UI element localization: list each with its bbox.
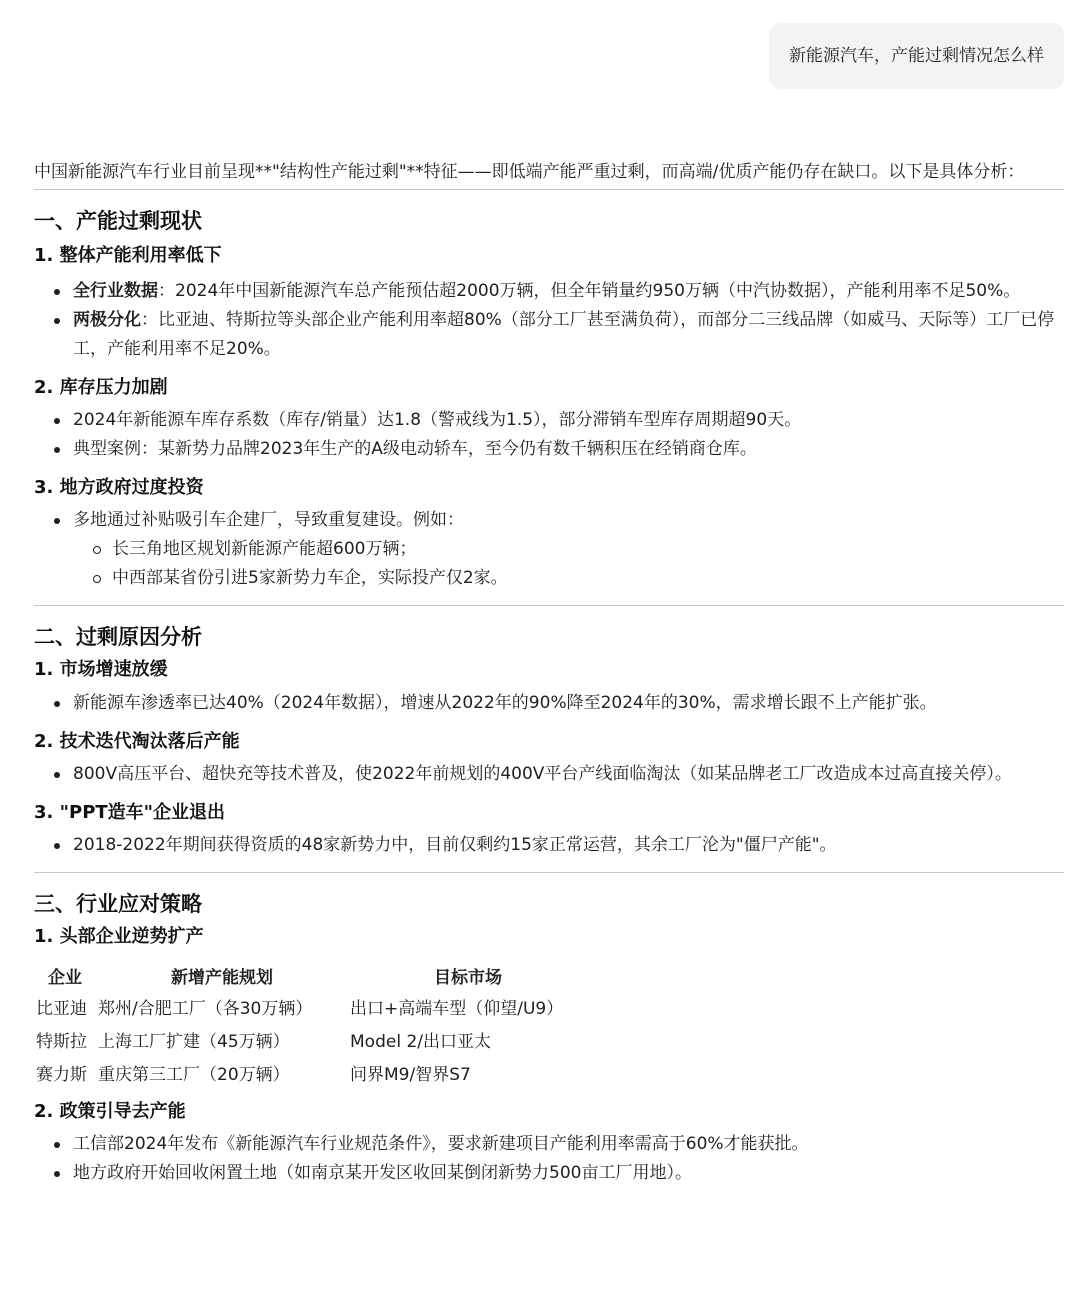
section-2-title: 二、过剩原因分析: [34, 625, 202, 649]
table-cell: 赛力斯: [36, 1065, 87, 1085]
assistant-answer: [34, 158, 1064, 1188]
table-row: [34, 1056, 588, 1089]
table-row: [34, 990, 588, 1023]
table-cell: 郑州/合肥工厂（各30万辆）: [98, 999, 313, 1019]
list-item: 2018-2022年期间获得资质的48家新势力中，目前仅剩约15家正常运营，其余工厂沦为"僵尸产能"。: [34, 831, 1064, 860]
s2-sub3-title: 3. "PPT造车"企业退出: [34, 802, 226, 823]
section-3-title: 三、行业应对策略: [34, 892, 202, 916]
list-item: 多地通过补贴吸引车企建厂，导致重复建设。例如： 长三角地区规划新能源产能超600万辆； 中西部某省份引进5家新势力车企，实际投产仅2家。: [34, 506, 1064, 593]
intro-paragraph: 中国新能源汽车行业目前呈现**"结构性产能过剩"**特征——即低端产能严重过剩，而高端/优质产能仍存在缺口。以下是具体分析：: [34, 162, 1025, 182]
list-item: 两极分化：比亚迪、特斯拉等头部企业产能利用率超80%（部分工厂甚至满负荷），而部分二三线品牌（如威马、天际等）工厂已停工，产能利用率不足20%。: [34, 306, 1064, 364]
section-1-title: 一、产能过剩现状: [34, 209, 202, 233]
table-cell: 上海工厂扩建（45万辆）: [98, 1032, 290, 1052]
section-2: [34, 606, 1064, 860]
table-cell: 重庆第三工厂（20万辆）: [98, 1065, 290, 1085]
table-row: [34, 1023, 588, 1056]
list-item: 全行业数据：2024年中国新能源汽车总产能预估超2000万辆，但全年销量约950万辆（中汽协数据），产能利用率不足50%。: [34, 277, 1064, 306]
table-cell: 出口+高端车型（仰望/U9）: [350, 999, 564, 1019]
s1-sub2-title: 2. 库存压力加剧: [34, 377, 168, 398]
s1-sub1-title: 1. 整体产能利用率低下: [34, 245, 222, 266]
user-message-bubble: [769, 23, 1064, 89]
section-1: [34, 190, 1064, 593]
section-3: [34, 873, 1064, 1188]
table-header-row: [34, 960, 588, 990]
s3-sub2-title: 2. 政策引导去产能: [34, 1101, 186, 1122]
table-cell: 比亚迪: [36, 999, 87, 1019]
list-item: 2024年新能源车库存系数（库存/销量）达1.8（警戒线为1.5），部分滞销车型库存周期超90天。: [34, 406, 1064, 435]
list-item: 典型案例：某新势力品牌2023年生产的A级电动轿车，至今仍有数千辆积压在经销商仓库。: [34, 435, 1064, 464]
list-item: 工信部2024年发布《新能源汽车行业规范条件》，要求新建项目产能利用率需高于60%才能获批。: [34, 1130, 1064, 1159]
table-header: 新增产能规划: [171, 967, 273, 988]
s2-sub2-title: 2. 技术迭代淘汰落后产能: [34, 731, 240, 752]
capacity-table: [34, 960, 588, 1089]
list-item: 地方政府开始回收闲置土地（如南京某开发区收回某倒闭新势力500亩工厂用地）。: [34, 1159, 1064, 1188]
table-cell: Model 2/出口亚太: [350, 1032, 491, 1052]
nested-list-item: 中西部某省份引进5家新势力车企，实际投产仅2家。: [73, 564, 1064, 593]
table-header: 企业: [48, 967, 82, 988]
table-cell: 特斯拉: [36, 1032, 87, 1052]
table-cell: 问界M9/智界S7: [350, 1065, 471, 1085]
user-message-text: 新能源汽车，产能过剩情况怎么样: [789, 46, 1044, 66]
s1-sub3-title: 3. 地方政府过度投资: [34, 477, 204, 498]
s3-sub1-title: 1. 头部企业逆势扩产: [34, 926, 204, 947]
table-header: 目标市场: [434, 967, 502, 988]
list-item: 800V高压平台、超快充等技术普及，使2022年前规划的400V平台产线面临淘汰（如某品牌老工厂改造成本过高直接关停）。: [34, 760, 1064, 789]
nested-list-item: 长三角地区规划新能源产能超600万辆；: [73, 535, 1064, 564]
list-item: 新能源车渗透率已达40%（2024年数据），增速从2022年的90%降至2024年的30%，需求增长跟不上产能扩张。: [34, 689, 1064, 718]
s2-sub1-title: 1. 市场增速放缓: [34, 659, 168, 680]
